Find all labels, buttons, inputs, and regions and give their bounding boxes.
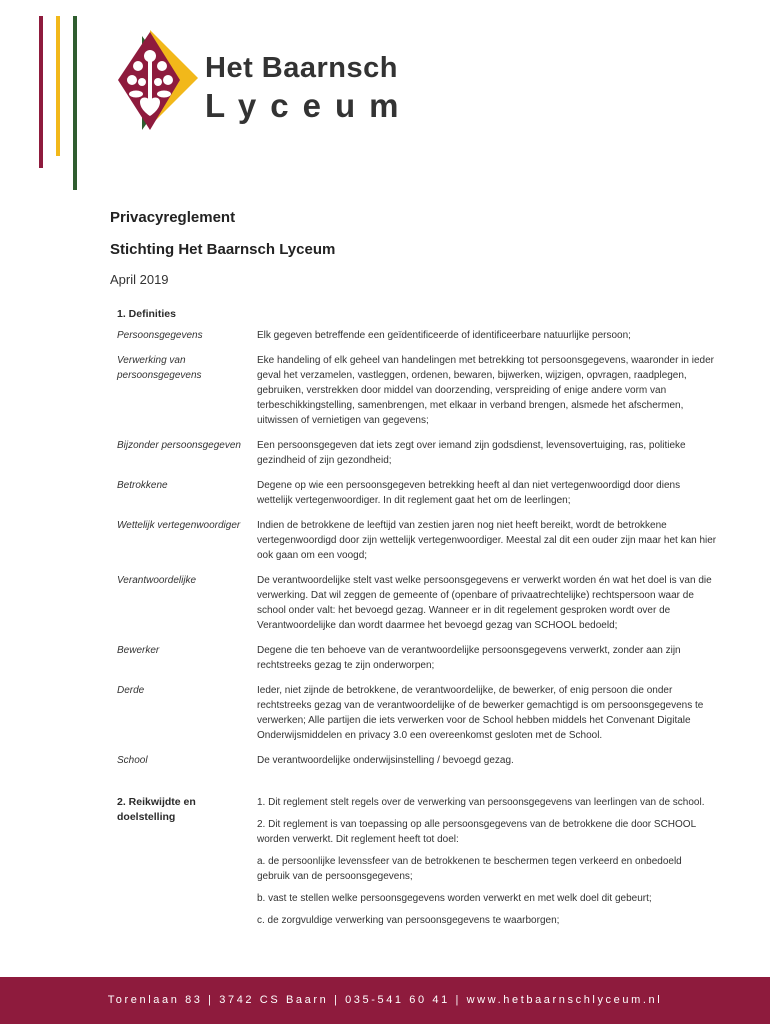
definition-row	[117, 753, 717, 768]
tree-of-life-logo-icon	[116, 26, 200, 138]
definition-row	[117, 478, 717, 508]
definition-term: School	[117, 755, 148, 766]
definition-term: Bewerker	[117, 645, 160, 656]
brand-line-1: Het Baarnsch	[205, 52, 398, 84]
definition-term: Derde	[117, 685, 145, 696]
definition-description: Indien de betrokkene de leeftijd van zestien jaren nog niet heeft bereikt, wordt de betrokkene vertegenwoordigd door zijn wettelijk vertegenwoordiger. Meestal zal dit een ouder zijn maar het kan hier ook gaan om een voogd;	[257, 520, 717, 561]
definition-term: Wettelijk vertegenwoordiger	[117, 520, 241, 531]
definition-row	[117, 683, 717, 743]
definition-term: Betrokkene	[117, 480, 168, 491]
definition-description: De verantwoordelijke onderwijsinstelling / bevoegd gezag.	[257, 755, 514, 766]
definition-description: Degene die ten behoeve van de verantwoordelijke persoonsgegevens verwerkt, zonder aan zijn rechtstreeks gezag te zijn onderworpen;	[257, 645, 681, 671]
definition-description: Een persoonsgegeven dat iets zegt over iemand zijn godsdienst, levensovertuiging, ras, politieke gezindheid of zijn gezondheid;	[257, 440, 686, 466]
scope-section	[117, 795, 717, 935]
definition-row	[117, 518, 717, 563]
brand-line-2: Lyceum	[205, 87, 413, 124]
scope-paragraph: b. vast te stellen welke persoonsgegevens worden verwerkt en met welk doel dit gebeurt;	[257, 893, 652, 904]
definition-term: Bijzonder persoonsgegeven	[117, 440, 241, 451]
footer-bar	[0, 977, 770, 1024]
accent-bar-green	[73, 16, 77, 190]
accent-bar-red	[39, 16, 43, 168]
definition-term: Persoonsgegevens	[117, 330, 203, 341]
definition-description: Eke handeling of elk geheel van handelingen met betrekking tot persoonsgegevens, waaronder in ieder geval het verzamelen, vastleggen, ordenen, bewaren, bijwerken, wijzigen, opvragen, raadplegen, gebruiken, verstrekken door middel van doorzending, verspreiding of enige andere vorm van terbeschikkingstelling, samenbrengen, met elkaar in verband brengen, alsmede het afschermen, uitwissen of vernietigen van gegevens;	[257, 355, 714, 426]
definition-row	[117, 328, 717, 343]
definition-row	[117, 643, 717, 673]
scope-paragraph: a. de persoonlijke levenssfeer van de betrokkenen te beschermen tegen verkeerd en onbedoeld gebruik van de persoonsgegevens;	[257, 856, 682, 882]
scope-paragraph: 1. Dit reglement stelt regels over de verwerking van persoonsgegevens van leerlingen van de school.	[257, 797, 705, 808]
definition-row	[117, 438, 717, 468]
definition-description: Degene op wie een persoonsgegeven betrekking heeft al dan niet vertegenwoordigd door diens wettelijk vertegenwoordiger. In dit reglement gaat het om de leerlingen;	[257, 480, 681, 506]
definition-term: Verwerking van persoonsgegevens	[117, 355, 202, 381]
scope-body	[257, 795, 717, 935]
document-title: Privacyreglement	[110, 209, 236, 226]
accent-bar-yellow	[56, 16, 60, 156]
footer-contact-text: Torenlaan 83 | 3742 CS Baarn | 035-541 60 41 | www.hetbaarnschlyceum.nl	[107, 994, 663, 1006]
document-date: April 2019	[110, 272, 169, 287]
definition-description: De verantwoordelijke stelt vast welke persoonsgegevens er verwerkt worden én wat het doel is van die verwerking. Dat wil zeggen de gemeente of (openbare of privaatrechtelijke) rechtspersoon waar de school onder valt: het bevoegd gezag. Wanneer er in dit regelement gesproken wordt over de Verantwoordelijke dan wordt daarmee het bevoegd gezag van SCHOOL bedoeld;	[257, 575, 712, 631]
definition-row	[117, 573, 717, 633]
document-subtitle: Stichting Het Baarnsch Lyceum	[110, 241, 336, 258]
scope-paragraph: 2. Dit reglement is van toepassing op alle persoonsgegevens van de betrokkene die door SCHOOL worden verwerkt. Dit reglement heeft tot doel:	[257, 819, 696, 845]
definition-row	[117, 353, 717, 428]
section-1-heading: 1. Definities	[117, 308, 176, 320]
definition-term: Verantwoordelijke	[117, 575, 197, 586]
definition-description: Elk gegeven betreffende een geïdentificeerde of identificeerbare natuurlijke persoon;	[257, 330, 631, 341]
section-2-heading: 2. Reikwijdte en doelstelling	[117, 796, 196, 823]
definitions-table	[117, 328, 717, 778]
brand-name	[205, 52, 413, 125]
scope-paragraph: c. de zorgvuldige verwerking van persoonsgegevens te waarborgen;	[257, 915, 560, 926]
definition-description: Ieder, niet zijnde de betrokkene, de verantwoordelijke, de bewerker, of enig persoon die onder rechtstreeks gezag van de verantwoordelijke of de bewerker gemachtigd is om persoonsgegevens te verwerken; Alle partijen die iets verwerken voor de School hebben middels het Convenant Digitale Onderwijsmiddelen en privacy 3.0 een overeenkomst gesloten met de School.	[257, 685, 704, 741]
